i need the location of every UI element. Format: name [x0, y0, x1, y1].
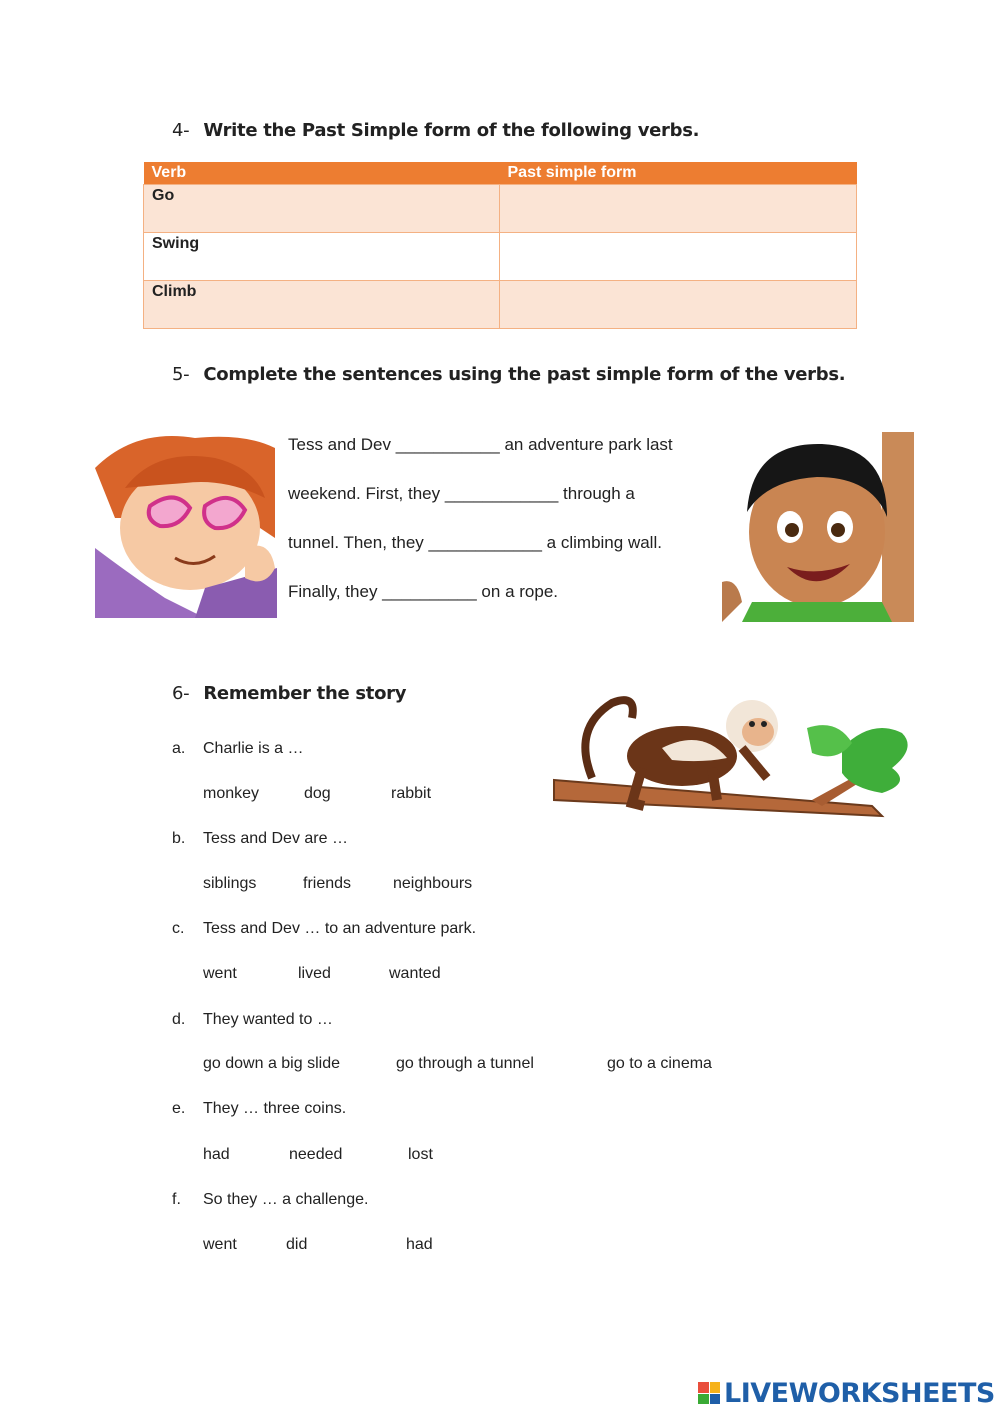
past-simple-table: [143, 162, 857, 329]
option-go-down-a-big-slide[interactable]: go down a big slide: [203, 1055, 340, 1072]
option-had[interactable]: had: [406, 1236, 433, 1253]
paragraph-line-1: Tess and Dev ___________ an adventure park last: [288, 435, 673, 454]
question-c: [172, 920, 477, 938]
question-b: [172, 830, 348, 848]
logo-text: LIVEWORKSHEETS: [724, 1377, 995, 1409]
question-letter: b.: [172, 830, 186, 847]
option-go-through-a-tunnel[interactable]: go through a tunnel: [396, 1055, 534, 1072]
section-4-title: Write the Past Simple form of the following verbs.: [203, 120, 700, 141]
option-did[interactable]: did: [286, 1236, 308, 1253]
boy-illustration: [722, 432, 914, 622]
section-6-title: Remember the story: [203, 683, 407, 704]
monkey-illustration: [552, 688, 924, 840]
answer-cell-swing[interactable]: [500, 233, 857, 281]
question-text: So they … a challenge.: [203, 1191, 369, 1208]
paragraph-line-3: tunnel. Then, they ____________ a climbing wall.: [288, 533, 662, 552]
column-header-verb: Verb: [144, 162, 500, 185]
section-4-heading: [172, 120, 699, 141]
paragraph-line-2: weekend. First, they ____________ through a: [288, 484, 635, 503]
question-f: [172, 1191, 369, 1209]
question-text: Charlie is a …: [203, 740, 304, 757]
option-had[interactable]: had: [203, 1146, 230, 1163]
question-letter: f.: [172, 1191, 181, 1208]
answer-cell-go[interactable]: [500, 185, 857, 233]
liveworksheets-logo[interactable]: [698, 1376, 995, 1410]
question-text: They wanted to …: [203, 1011, 333, 1028]
option-friends[interactable]: friends: [303, 875, 352, 892]
question-letter: c.: [172, 920, 185, 937]
option-go-to-a-cinema[interactable]: go to a cinema: [607, 1055, 712, 1072]
table-header-row: [144, 162, 857, 185]
option-went[interactable]: went: [203, 965, 237, 982]
option-siblings[interactable]: siblings: [203, 875, 257, 892]
verb-cell-swing: Swing: [144, 233, 500, 281]
question-text: Tess and Dev are …: [203, 830, 348, 847]
option-rabbit[interactable]: rabbit: [391, 785, 432, 802]
option-dog[interactable]: dog: [304, 785, 331, 802]
table-row: [144, 233, 857, 281]
option-monkey[interactable]: monkey: [203, 785, 260, 802]
question-a: [172, 740, 304, 758]
verb-cell-climb: Climb: [144, 281, 500, 329]
question-d: [172, 1011, 333, 1029]
section-5-title: Complete the sentences using the past simple form of the verbs.: [203, 364, 846, 385]
girl-illustration: [95, 428, 277, 618]
table-row: [144, 281, 857, 329]
paragraph-line-4: Finally, they __________ on a rope.: [288, 582, 558, 601]
option-wanted[interactable]: wanted: [389, 965, 441, 982]
question-letter: e.: [172, 1100, 186, 1117]
question-letter: d.: [172, 1011, 186, 1028]
section-6-heading: [172, 683, 406, 704]
fill-in-paragraph: [288, 420, 718, 616]
column-header-past-simple: Past simple form: [500, 162, 857, 185]
option-neighbours[interactable]: neighbours: [393, 875, 473, 892]
option-needed[interactable]: needed: [289, 1146, 343, 1163]
option-lived[interactable]: lived: [298, 965, 331, 982]
question-e: [172, 1100, 347, 1118]
question-text: They … three coins.: [203, 1100, 347, 1117]
verb-cell-go: Go: [144, 185, 500, 233]
section-5-heading: [172, 364, 845, 385]
answer-cell-climb[interactable]: [500, 281, 857, 329]
question-letter: a.: [172, 740, 186, 757]
option-lost[interactable]: lost: [408, 1146, 433, 1163]
section-5-number: 5-: [172, 364, 190, 385]
logo-mark-icon: [698, 1382, 720, 1404]
section-6-number: 6-: [172, 683, 190, 704]
section-4-number: 4-: [172, 120, 190, 141]
table-row: [144, 185, 857, 233]
question-text: Tess and Dev … to an adventure park.: [203, 920, 477, 937]
option-went[interactable]: went: [203, 1236, 237, 1253]
